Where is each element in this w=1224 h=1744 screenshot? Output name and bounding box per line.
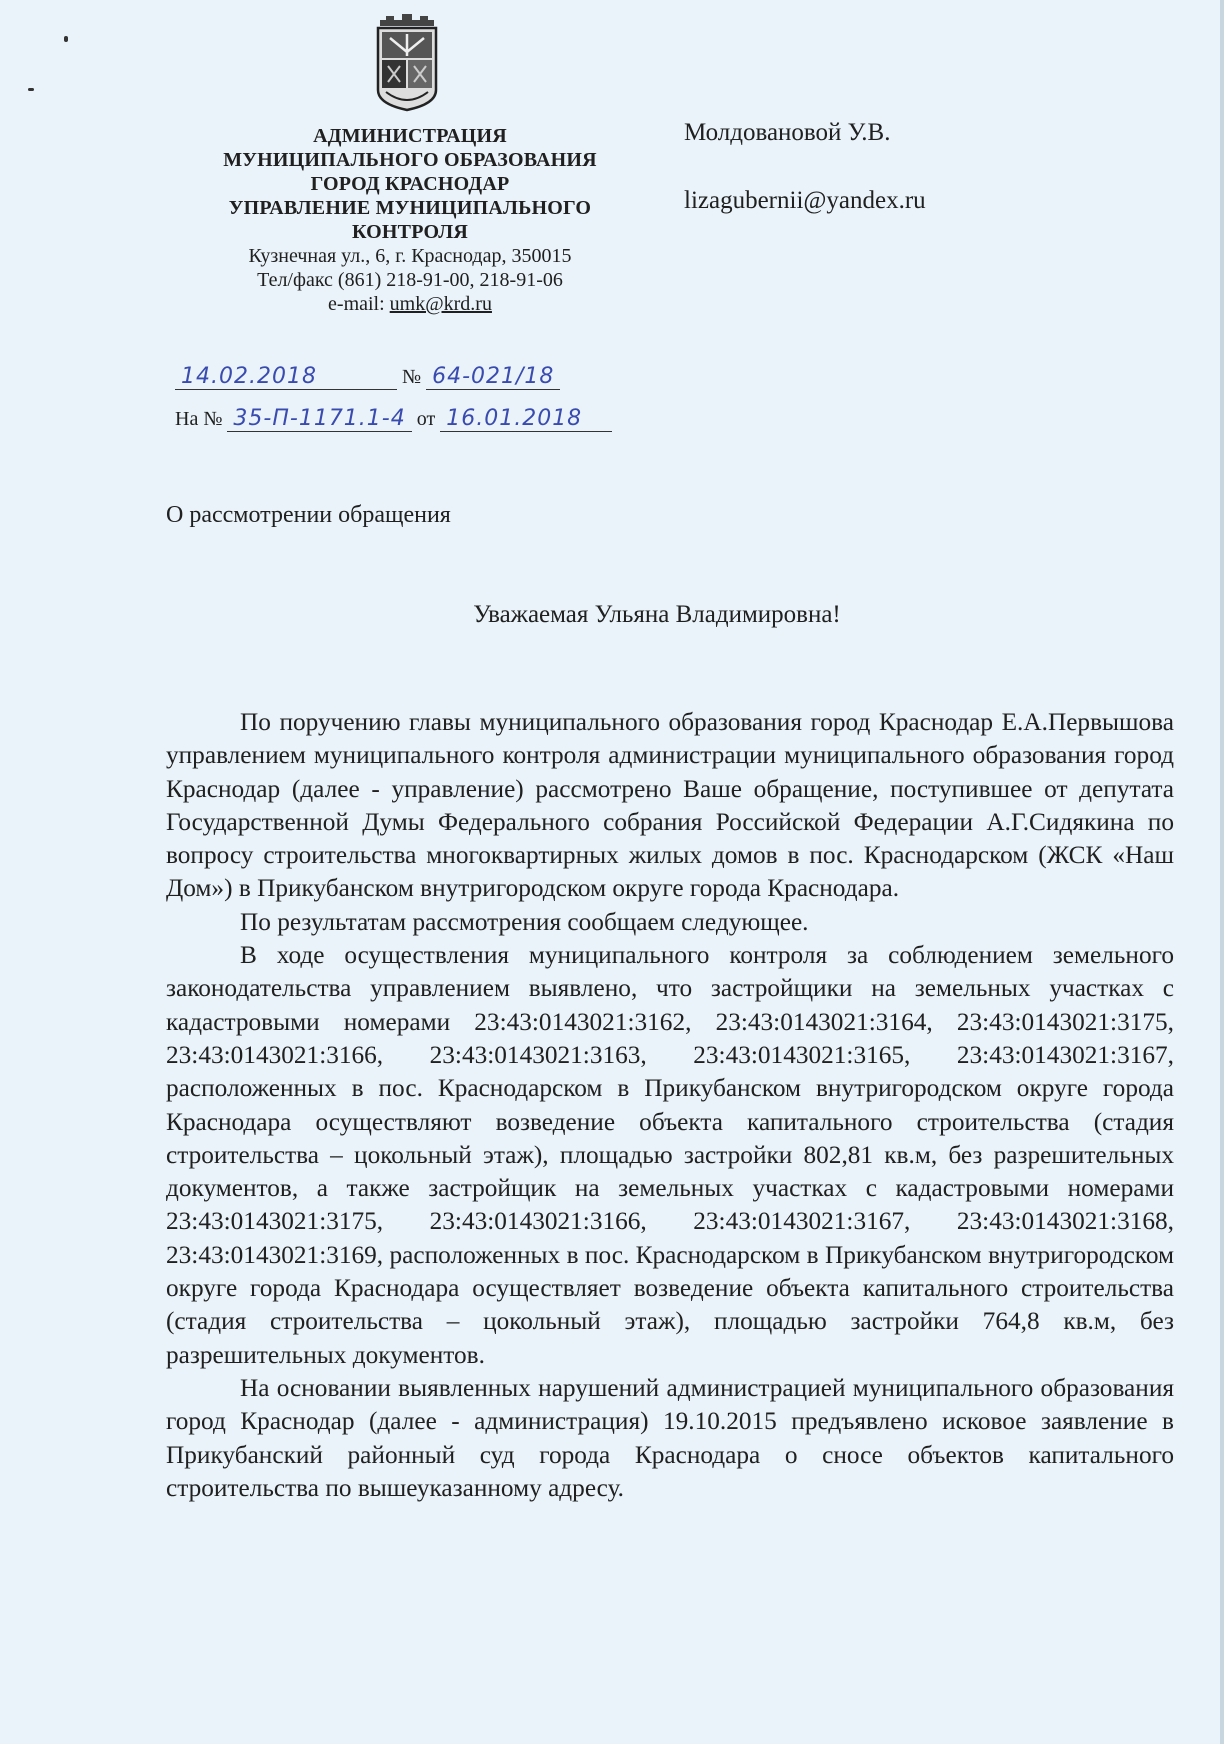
scan-speck — [28, 88, 34, 91]
scan-speck — [64, 36, 68, 42]
registration-number-label: № — [402, 366, 422, 388]
letter-greeting: Уважаемая Ульяна Владимировна! — [473, 601, 841, 628]
recipient-email: lizagubernii@yandex.ru — [684, 187, 926, 214]
reference-label: На № — [175, 408, 223, 430]
reference-date: 16.01.2018 — [440, 406, 612, 432]
org-name-line: УПРАВЛЕНИЕ МУНИЦИПАЛЬНОГО — [228, 197, 592, 219]
org-name-line: АДМИНИСТРАЦИЯ — [313, 125, 507, 147]
letter-subject: О рассмотрении обращения — [166, 502, 451, 528]
sender-block — [170, 124, 650, 316]
sender-email-row — [170, 292, 650, 316]
body-paragraph: По результатам рассмотрения сообщаем следующее. — [240, 907, 809, 936]
body-paragraph: На основании выявленных нарушений администрацией муниципального образования город Краснодар (далее - администрация) 19.10.2015 предъявлено исковое заявление в Прикубанский районный суд города Краснодара о сносе объектов капитального строительства по вышеуказанному адресу. — [166, 1373, 1174, 1502]
org-name-line: МУНИЦИПАЛЬНОГО ОБРАЗОВАНИЯ — [223, 149, 597, 171]
reference-number: 35-П-1171.1-4 — [227, 406, 411, 432]
recipient-name: Молдовановой У.В. — [684, 119, 891, 146]
body-paragraph: По поручению главы муниципального образования город Краснодар Е.А.Первышова управлением муниципального контроля администрации муниципального образования город Краснодар (далее - управление) рассмотрено Ваше обращение, поступившее от депутата Государственной Думы Федерального собрания Российской Федерации А.Г.Сидякина по вопросу строительства многоквартирных жилых домов в пос. Краснодарском (ЖСК «Наш Дом») в Прикубанском внутригородском округе города Краснодара. — [166, 708, 1174, 903]
reference-from-label: от — [416, 408, 436, 430]
recipient-block — [684, 117, 926, 217]
letter-body — [166, 706, 1174, 1505]
org-name-line: КОНТРОЛЯ — [351, 221, 469, 243]
sender-email-label: e-mail: — [328, 293, 390, 315]
sender-email-link[interactable]: umk@krd.ru — [389, 293, 492, 315]
registration-date: 14.02.2018 — [175, 364, 397, 390]
scan-edge — [1220, 0, 1224, 1744]
body-paragraph: В ходе осуществления муниципального контроля за соблюдением земельного законодательства управлением выявлено, что застройщики на земельных участках с кадастровыми номерами 23:43:0143021:3162, 23:43:0143021:3164, 23:43:0143021:3175, 23:43:0143021:3166, 23:43:0143021:3163, 23:43:0143021:3165, 23:43:0143021:3167, расположенных в пос. Краснодарском в Прикубанском внутригородском округе города Краснодара осуществляют возведение объекта капитального строительства (стадия строительства – цокольный этаж), площадью застройки 802,81 кв.м, без разрешительных документов, а также застройщик на земельных участках с кадастровыми номерами 23:43:0143021:3175, 23:43:0143021:3166, 23:43:0143021:3167, 23:43:0143021:3168, 23:43:0143021:3169, расположенных в пос. Краснодарском в Прикубанском внутригородском округе города Краснодара осуществляет возведение объекта капитального строительства (стадия строительства – цокольный этаж), площадью застройки 764,8 кв.м, без разрешительных документов. — [166, 941, 1174, 1369]
registration-line — [175, 364, 560, 390]
sender-address: Кузнечная ул., 6, г. Краснодар, 350015 — [248, 245, 572, 267]
org-name-line: ГОРОД КРАСНОДАР — [310, 173, 510, 195]
sender-phone: Тел/факс (861) 218-91-00, 218-91-06 — [257, 269, 563, 291]
coat-of-arms-icon — [372, 12, 442, 112]
reference-line — [175, 406, 612, 432]
registration-number: 64-021/18 — [426, 364, 560, 390]
